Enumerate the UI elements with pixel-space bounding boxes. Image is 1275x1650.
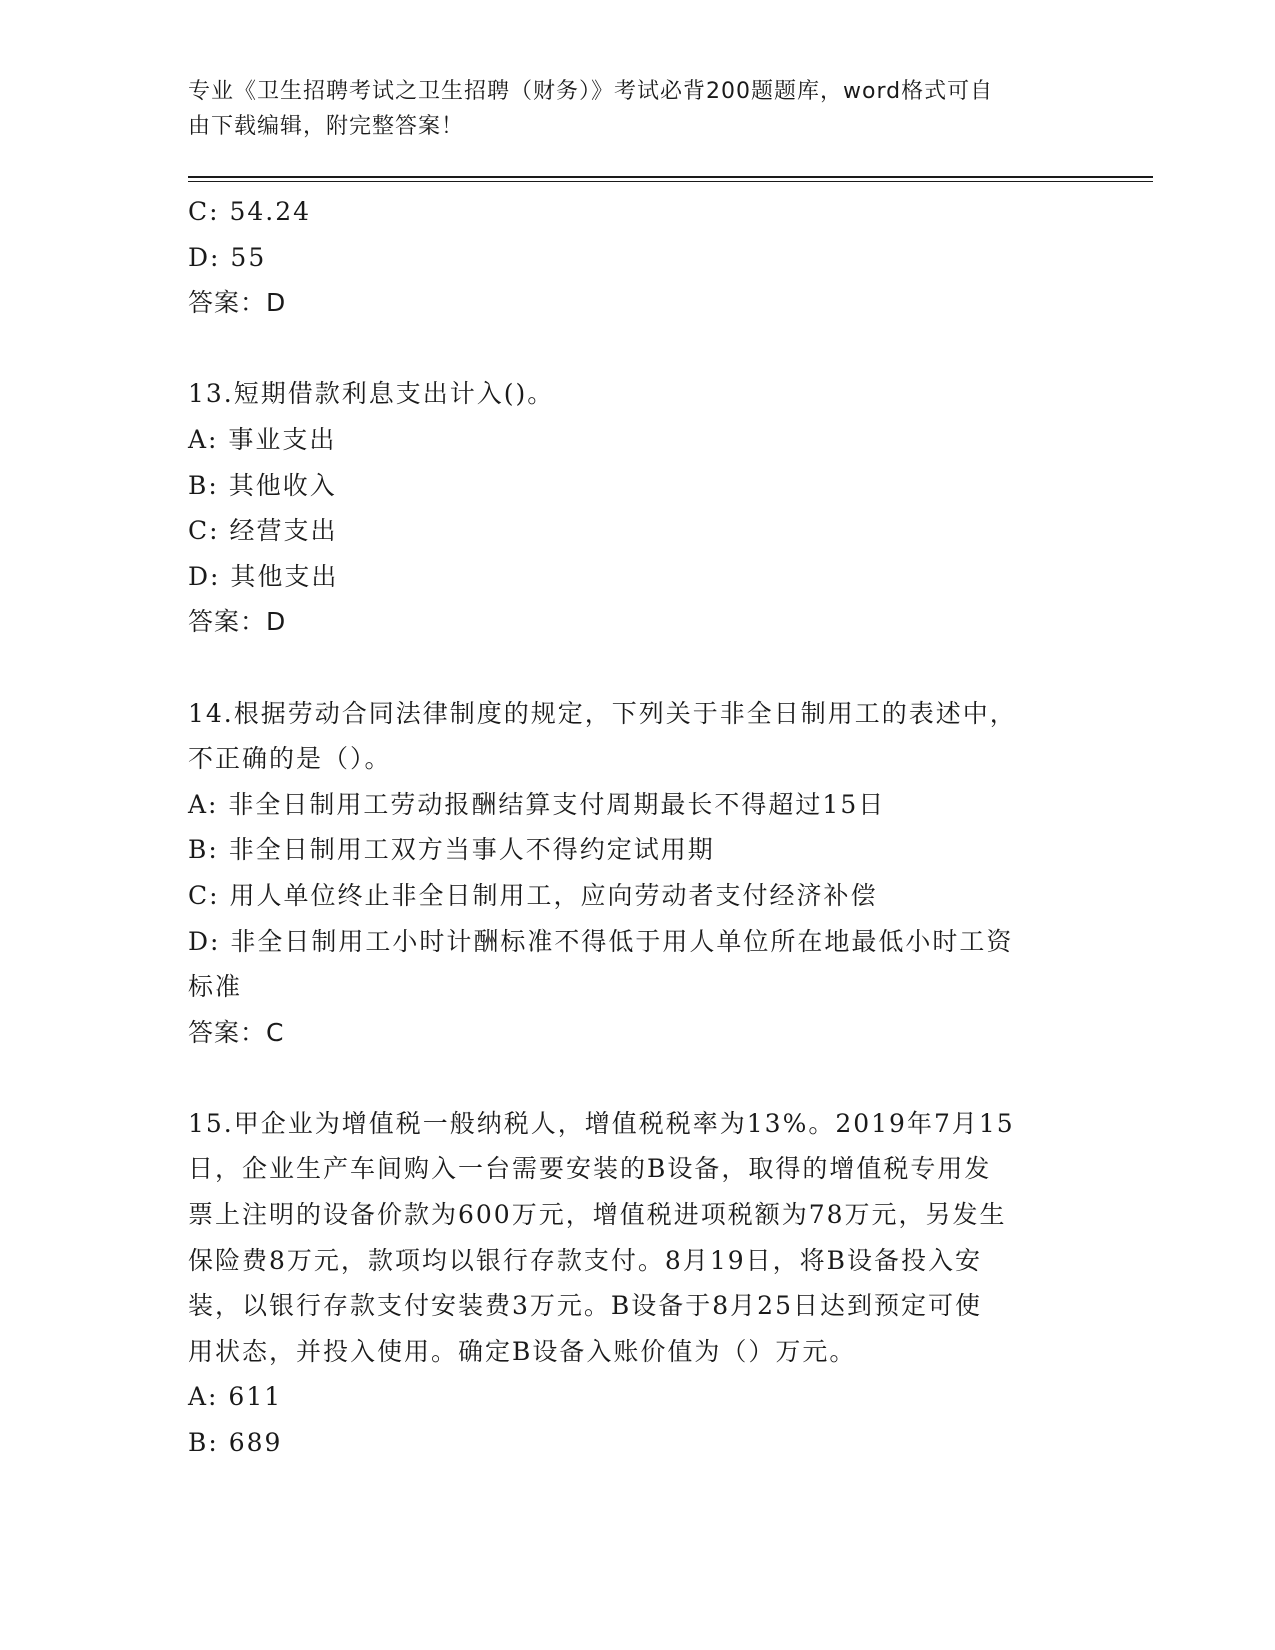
q15-option-a: A: 611 [188,1382,283,1412]
spacer [188,1055,1068,1101]
q13-stem: 13.短期借款利息支出计入()。 [188,379,555,409]
q15-stem-line-4: 保险费8万元，款项均以银行存款支付。8月19日，将B设备投入安 [188,1245,982,1275]
q13-option-d: D: 其他支出 [188,561,339,591]
q15-option-b: B: 689 [188,1428,283,1458]
question-15 [188,1101,1068,1466]
q15-stem-line-2: 日，企业生产车间购入一台需要安装的B设备，取得的增值税专用发 [188,1154,992,1184]
question-13 [188,371,1068,645]
q12-option-c: C: 54.24 [188,197,312,226]
q15-stem-line-6: 用状态，并投入使用。确定B设备入账价值为（）万元。 [188,1336,857,1366]
q15-stem-line-3: 票上注明的设备价款为600万元，增值税进项税额为78万元，另发生 [188,1200,1007,1230]
header-line-1: 专业《卫生招聘考试之卫生招聘（财务）》考试必背200题题库，word格式可自 [188,79,994,104]
q13-option-a: A: 事业支出 [188,424,337,454]
q14-option-c: C: 用人单位终止非全日制用工，应向劳动者支付经济补偿 [188,880,878,910]
q14-option-a: A: 非全日制用工劳动报酬结算支付周期最长不得超过15日 [188,789,886,819]
q13-option-c: C: 经营支出 [188,516,338,546]
q12-answer: 答案：D [188,288,287,318]
question-content [188,189,1068,1466]
q14-option-d-line-1: D: 非全日制用工小时计酬标准不得低于用人单位所在地最低小时工资 [188,926,1014,956]
q15-stem-line-1: 15.甲企业为增值税一般纳税人，增值税税率为13%。2019年7月15 [188,1108,1015,1138]
header-rule-thin [188,181,1153,182]
header-rule-thick [188,176,1153,178]
q15-stem-line-5: 装，以银行存款支付安装费3万元。B设备于8月25日达到预定可使 [188,1291,982,1321]
spacer [188,326,1068,372]
q14-stem-line-2: 不正确的是（）。 [188,744,392,774]
document-header [188,74,1068,144]
q13-answer: 答案：D [188,607,287,637]
q13-option-b: B: 其他收入 [188,470,337,500]
q14-option-d-line-2: 标准 [188,972,243,1002]
header-line-2: 由下载编辑，附完整答案！ [188,114,465,139]
q12-option-d: D: 55 [188,242,267,272]
q14-stem-line-1: 14.根据劳动合同法律制度的规定，下列关于非全日制用工的表述中， [188,698,1017,728]
question-12 [188,189,1068,326]
spacer [188,645,1068,691]
q14-answer: 答案：C [188,1017,285,1047]
q14-option-b: B: 非全日制用工双方当事人不得约定试用期 [188,835,715,865]
question-14 [188,691,1068,1056]
